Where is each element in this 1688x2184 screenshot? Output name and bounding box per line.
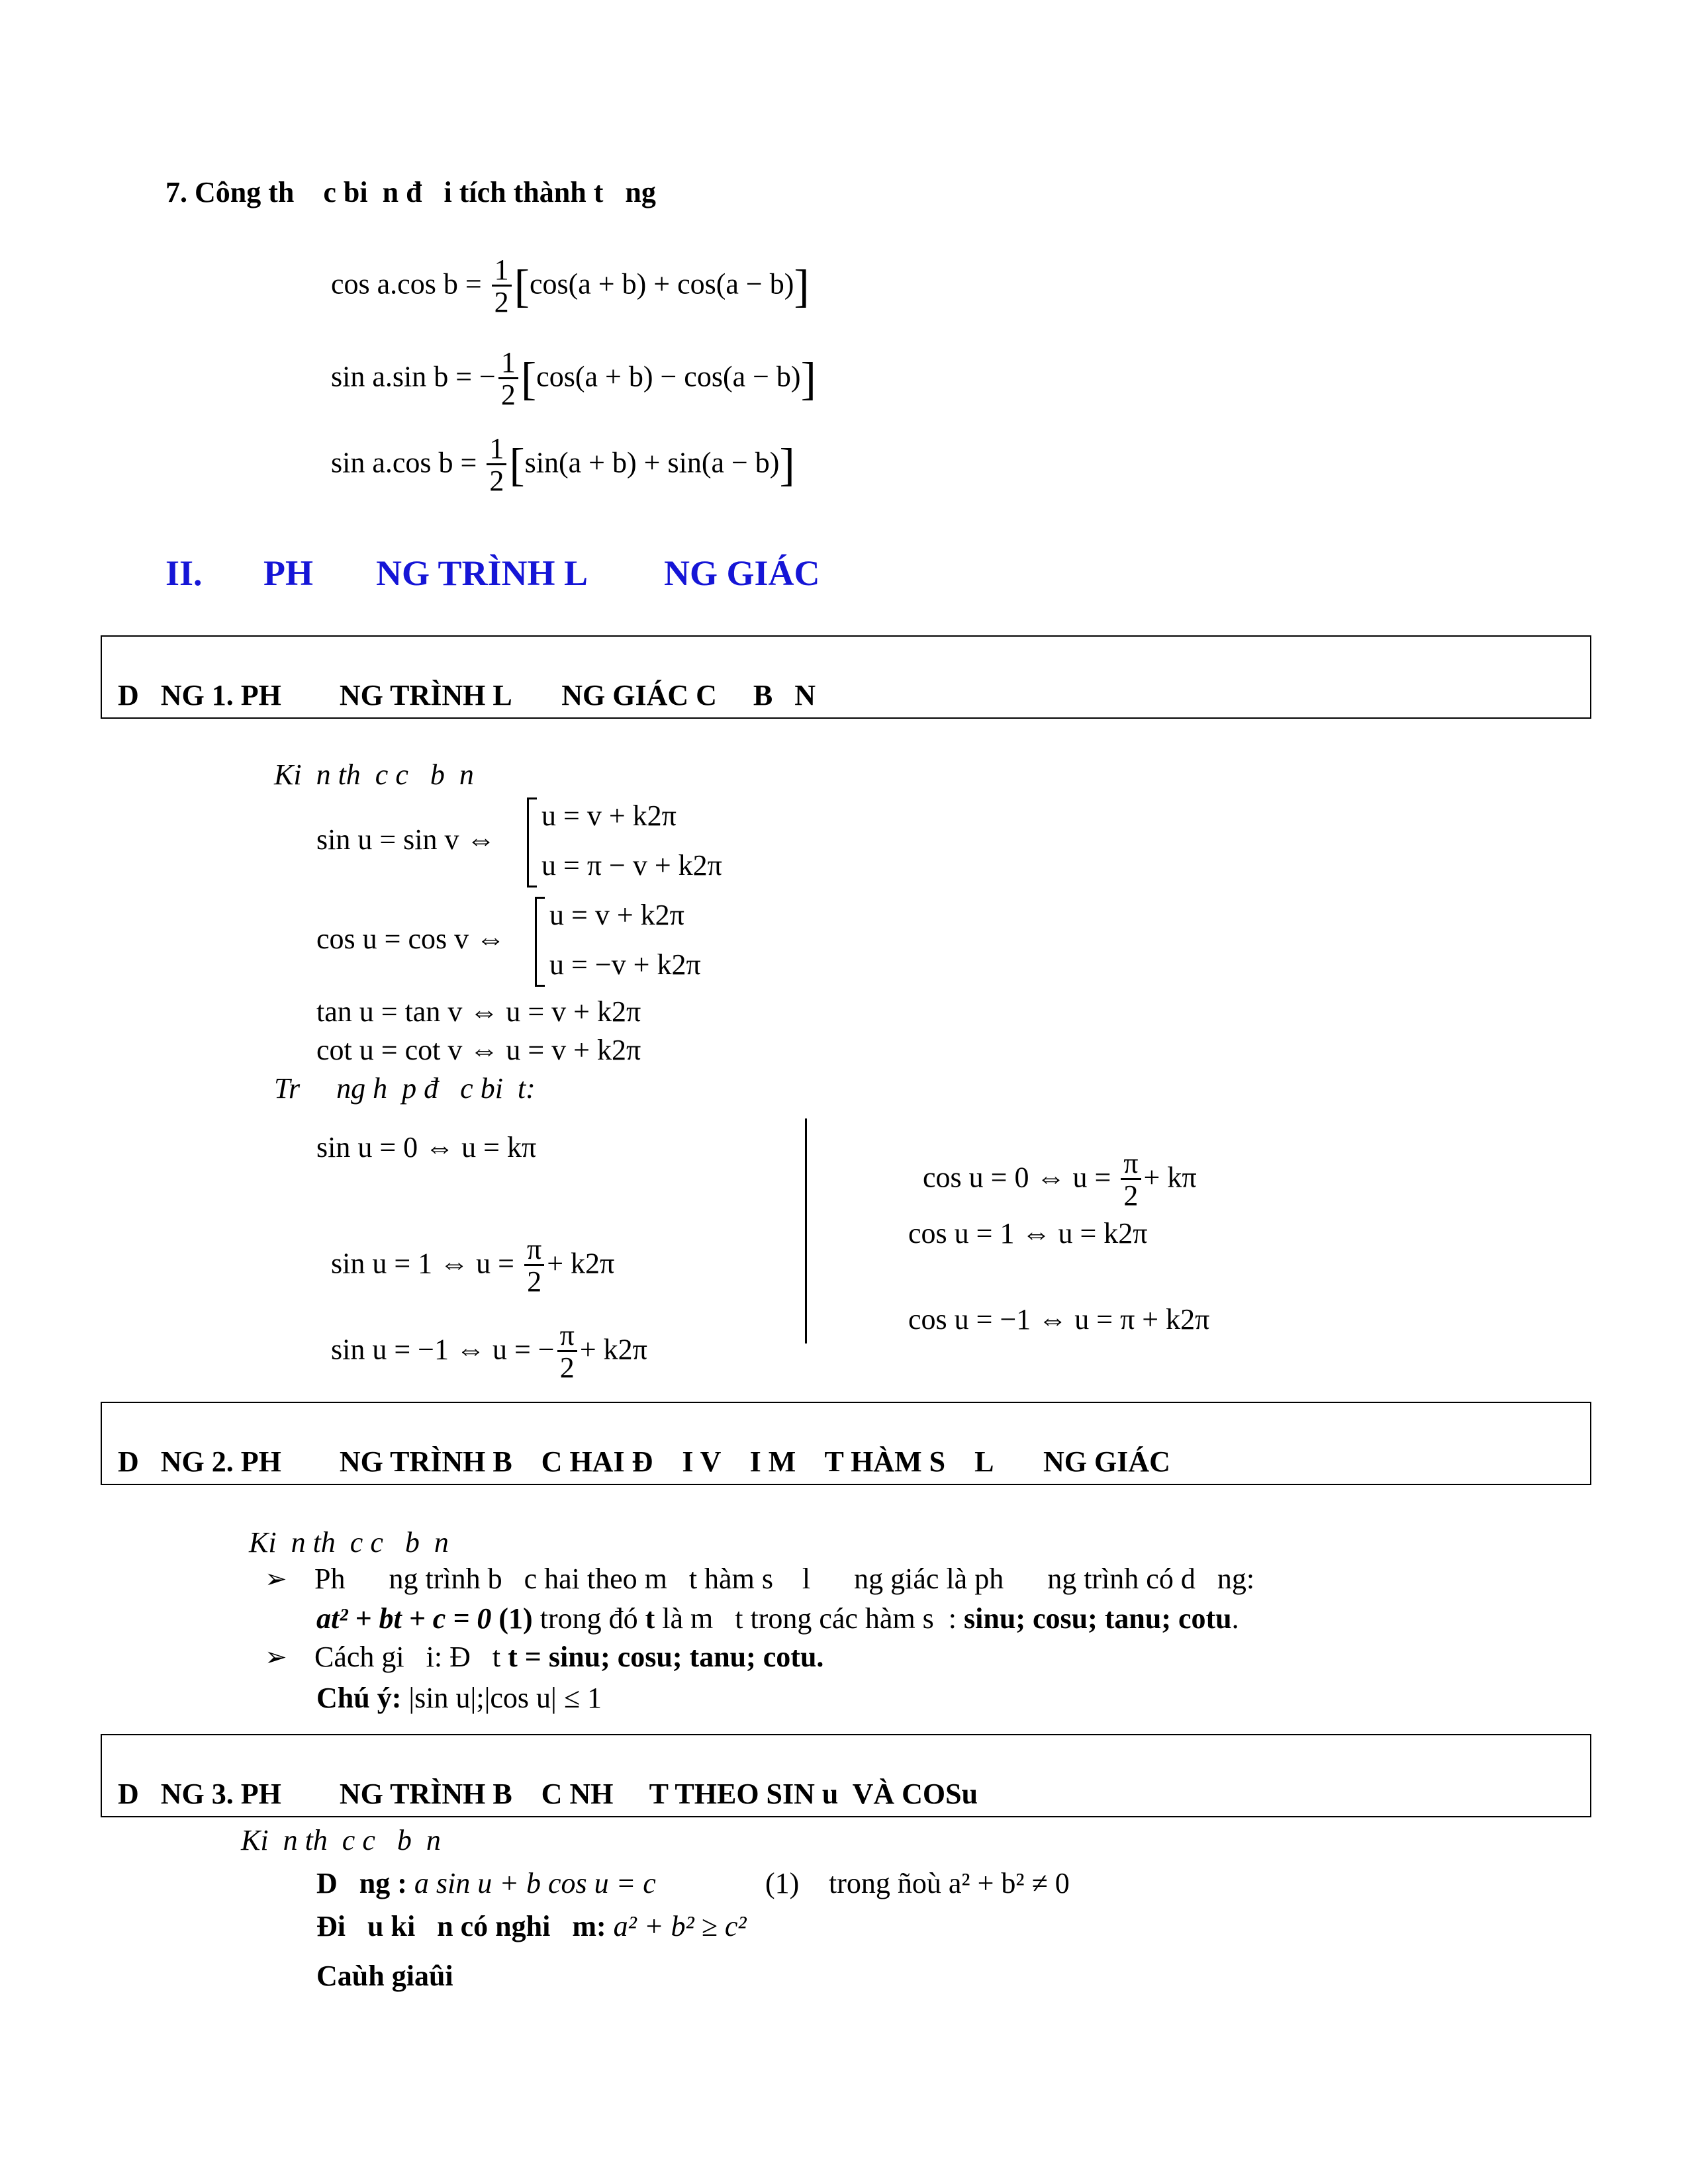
special-cases-label: Tr ng h p đ c bi t: [274, 1072, 536, 1105]
dang-1-title: D NG 1. PH NG TRÌNH L NG GIÁC C B N [118, 679, 816, 711]
special-sin-0: sin u = 0 ⇔ u = kπ [316, 1131, 537, 1163]
dang-2-bullet-1: Ph ng trình b c hai theo m t hàm s l ng giác là ph ng trình có d ng: [314, 1563, 1255, 1595]
formula-sin-cos: sin a.cos b = $\frac{1}{2}$ [sin(a + b) + sin(a − b)] [331, 432, 795, 497]
dang-3-form-line: D ng : a sin u + b cos u = c [316, 1867, 656, 1899]
formula-cos-cos: cos a.cos b = $\frac{1}{2}$ [cos(a + b) + cos(a − b)] [331, 253, 810, 318]
sin-equation-lhs: sin u = sin v ⇔ [316, 823, 496, 856]
dang-3-kienthuc: Ki n th c c b n [241, 1824, 441, 1856]
fraction: $\frac{1}{2}$ [487, 434, 506, 497]
bullet-arrow-icon: ➢ [265, 1642, 287, 1672]
case-bracket [527, 797, 537, 887]
cot-equation: cot u = cot v ⇔ u = v + k2π [316, 1034, 641, 1066]
special-cos-0: cos u = 0 ⇔ u = $\frac{\pi}{2}$ + kπ [923, 1147, 1197, 1212]
formula-sin-sin: sin a.sin b = − $\frac{1}{2}$ [cos(a + b) − cos(a − b)] [331, 346, 816, 411]
column-divider [805, 1118, 807, 1343]
section-7-title: 7. Công th c bi n đ i tích thành t ng [165, 176, 656, 208]
dang-3-equation-number: (1) [765, 1867, 800, 1899]
tan-equation: tan u = tan v ⇔ u = v + k2π [316, 995, 641, 1028]
fraction: $\frac{\pi}{2}$ [557, 1321, 577, 1384]
bullet-arrow-icon: ➢ [265, 1564, 287, 1594]
fraction: $\frac{\pi}{2}$ [524, 1235, 544, 1298]
dang-2-title: D NG 2. PH NG TRÌNH B C HAI Đ I V I M T HÀM S L NG GIÁC [118, 1445, 1170, 1478]
dang-3-existence-condition: Đi u ki n có nghi m: a² + b² ≥ c² [316, 1910, 747, 1942]
cos-case-2: u = −v + k2π [549, 948, 701, 981]
cos-case-1: u = v + k2π [549, 899, 684, 931]
formula-rhs: sin(a + b) + sin(a − b) [524, 446, 780, 479]
dang-2-bullet-2: Cách gi i: Đ t t = sinu; cosu; tanu; cotu. [314, 1641, 824, 1673]
dang-3-title: D NG 3. PH NG TRÌNH B C NH T THEO SIN u VÀ COSu [118, 1778, 978, 1810]
dang-1-kienthuc: Ki n th c c b n [274, 758, 474, 791]
part-2-word-3: NG GIÁC [664, 553, 820, 593]
part-2-number: II. [165, 553, 203, 593]
dang-2-kienthuc: Ki n th c c b n [249, 1526, 449, 1559]
dang-3-method: Caùh giaûi [316, 1960, 453, 1992]
special-sin-minus-1: sin u = −1 ⇔ u = − $\frac{\pi}{2}$ + k2π [331, 1319, 647, 1384]
part-2-word-2: NG TRÌNH L [376, 553, 588, 593]
special-cos-1: cos u = 1 ⇔ u = k2π [908, 1217, 1148, 1250]
special-cos-minus-1: cos u = −1 ⇔ u = π + k2π [908, 1303, 1210, 1336]
cos-equation-lhs: cos u = cos v ⇔ [316, 923, 506, 955]
formula-rhs: cos(a + b) + cos(a − b) [529, 267, 794, 300]
formula-lhs: cos a.cos b = [331, 267, 489, 300]
formula-lhs: sin a.sin b = − [331, 360, 496, 393]
fraction: $\frac{1}{2}$ [498, 348, 518, 411]
special-sin-1: sin u = 1 ⇔ u = $\frac{\pi}{2}$ + k2π [331, 1233, 615, 1298]
formula-rhs: cos(a + b) − cos(a − b) [536, 360, 801, 393]
sin-case-1: u = v + k2π [541, 799, 677, 832]
formula-lhs: sin a.cos b = [331, 446, 485, 479]
dang-2-note: Chú ý: |sin u|;|cos u| ≤ 1 [316, 1682, 602, 1714]
fraction: $\frac{1}{2}$ [492, 255, 512, 318]
dang-3-condition-nonzero: trong ñoù a² + b² ≠ 0 [829, 1867, 1070, 1899]
fraction: $\frac{\pi}{2}$ [1121, 1149, 1141, 1212]
part-2-word-1: PH [263, 553, 313, 593]
dang-2-equation-line: at² + bt + c = 0 (1) trong đó t là m t trong các hàm s : sinu; cosu; tanu; cotu. [316, 1602, 1239, 1635]
case-bracket [535, 897, 545, 987]
sin-case-2: u = π − v + k2π [541, 849, 722, 882]
